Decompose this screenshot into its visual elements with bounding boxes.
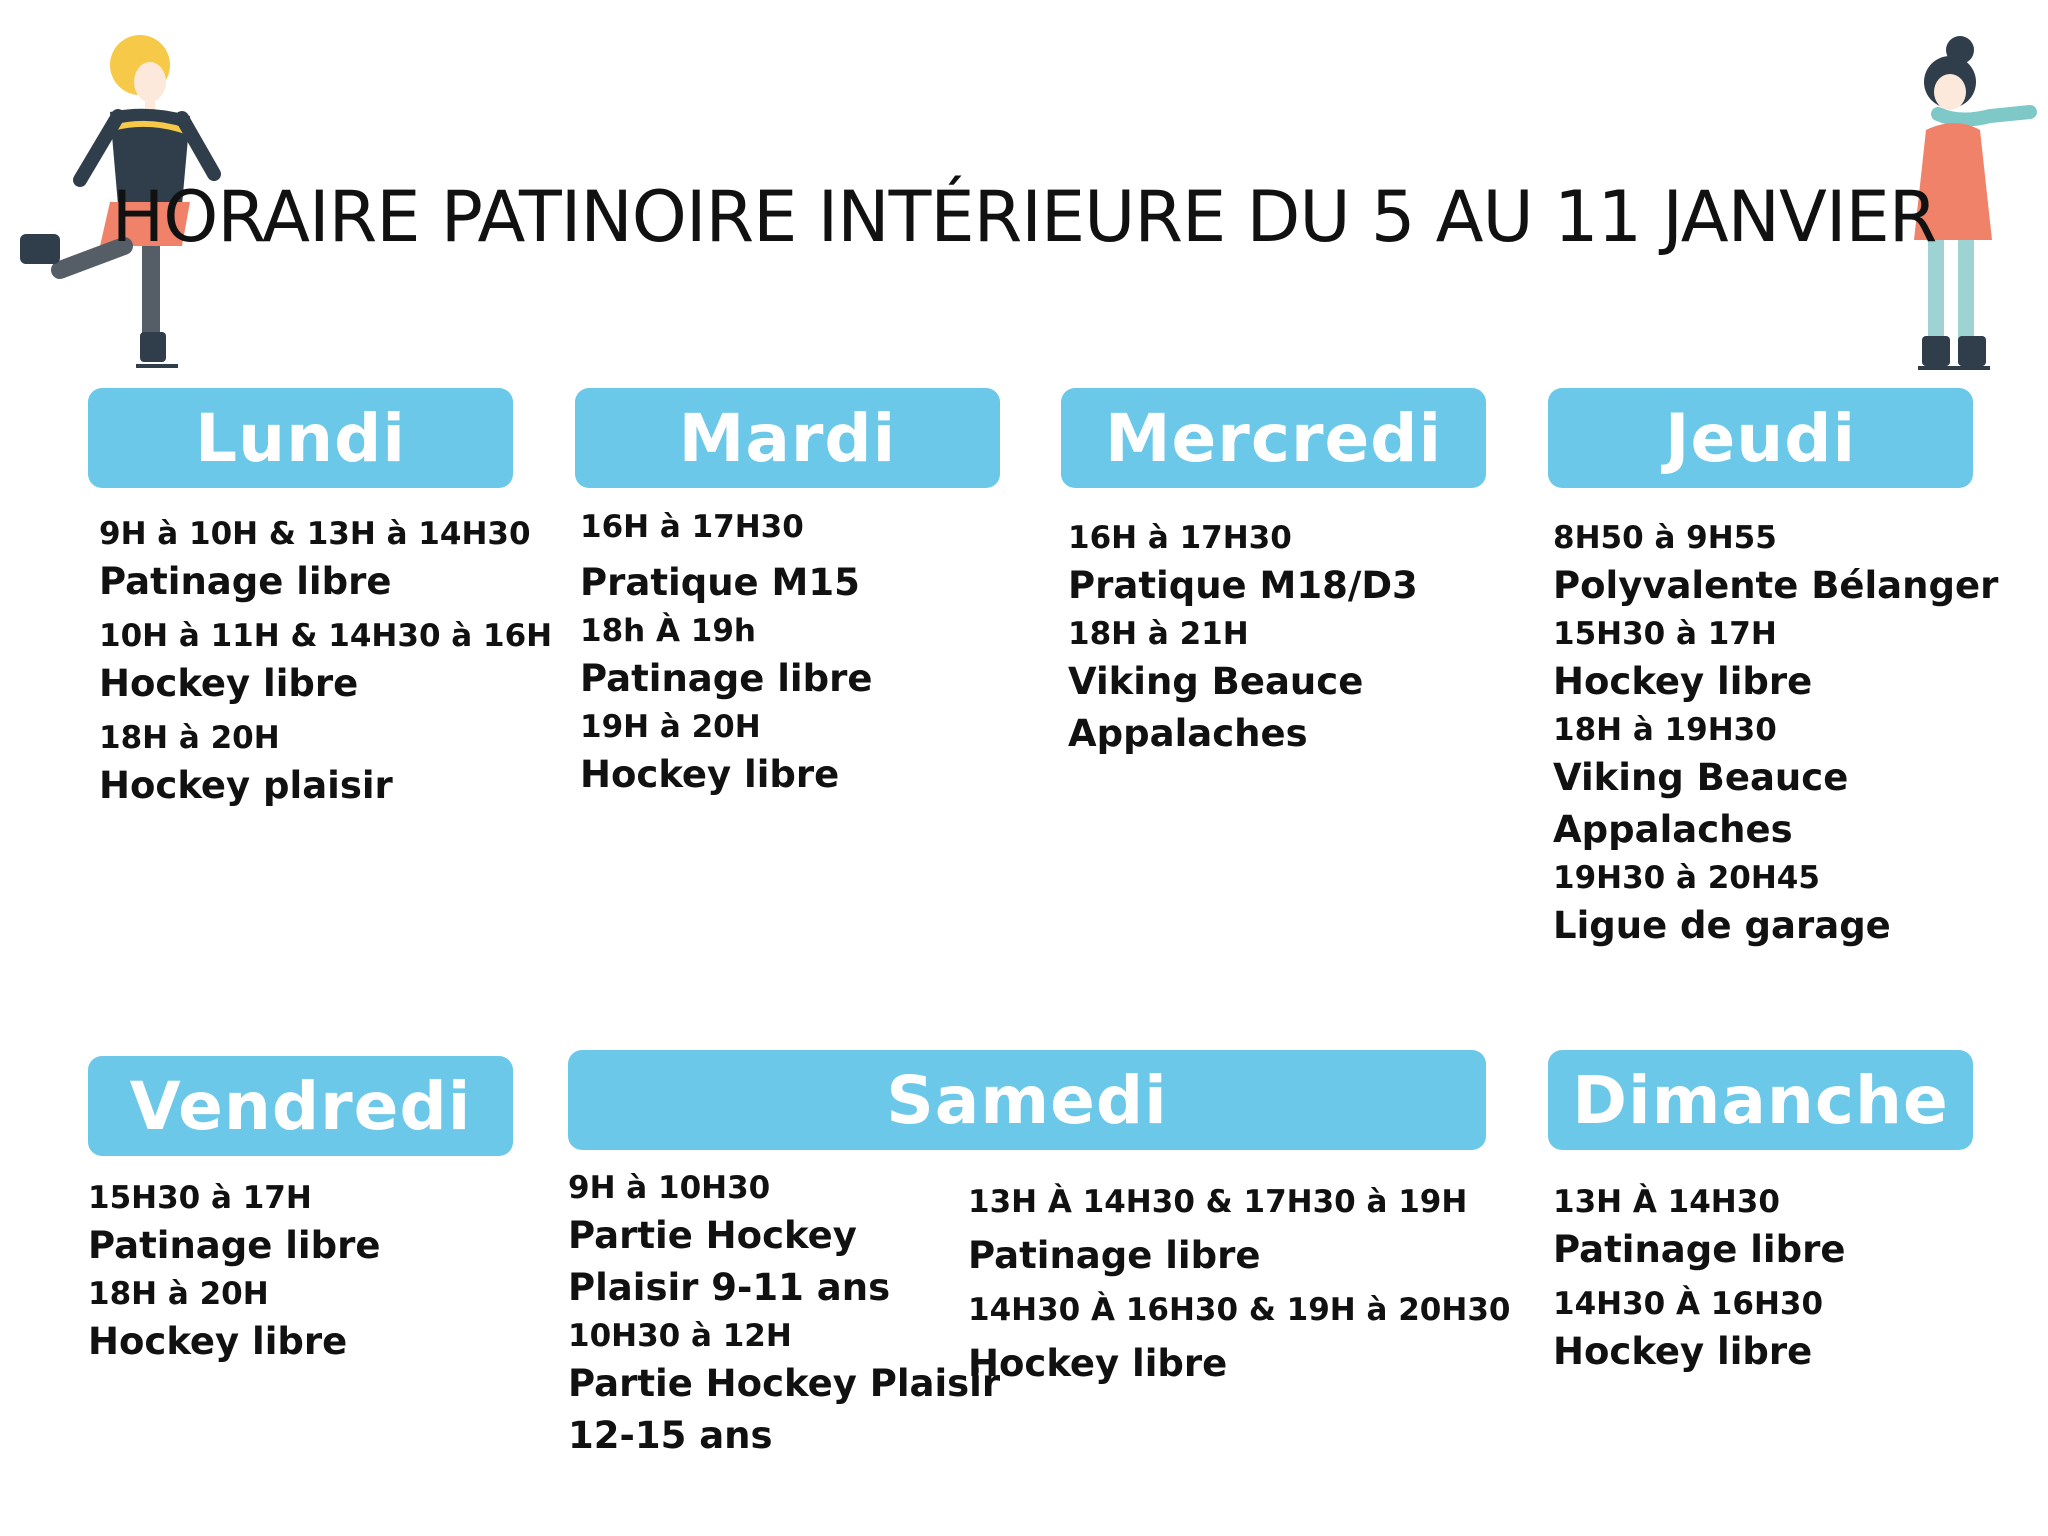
slot-activity: Plaisir 9-11 ans — [568, 1266, 891, 1309]
slot-time: 15H30 à 17H — [88, 1180, 312, 1216]
slot-time: 9H à 10H & 13H à 14H30 — [99, 516, 531, 552]
slot-time: 18h À 19h — [580, 613, 756, 649]
day-header-dimanche: Dimanche — [1548, 1050, 1973, 1150]
slot-activity: Patinage libre — [88, 1224, 381, 1267]
slot-activity: Patinage libre — [968, 1234, 1261, 1277]
slot-time: 18H à 20H — [88, 1276, 269, 1312]
slot-time: 14H30 À 16H30 & 19H à 20H30 — [968, 1292, 1511, 1328]
slot-activity: Hockey libre — [1553, 660, 1813, 703]
day-header-lundi: Lundi — [88, 388, 513, 488]
slot-activity: Pratique M18/D3 — [1068, 564, 1418, 607]
slot-activity: Appalaches — [1553, 808, 1793, 851]
slot-activity: Appalaches — [1068, 712, 1308, 755]
schedule-samedi-right — [968, 1180, 1511, 1390]
slot-time: 10H à 11H & 14H30 à 16H — [99, 618, 553, 654]
slot-activity: Patinage libre — [1553, 1228, 1846, 1271]
slot-time: 16H à 17H30 — [580, 509, 804, 545]
slot-time: 18H à 21H — [1068, 616, 1249, 652]
slot-activity: Patinage libre — [580, 657, 873, 700]
slot-time: 9H à 10H30 — [568, 1170, 771, 1206]
page-title: HORAIRE PATINOIRE INTÉRIEURE DU 5 AU 11 JANVIER — [111, 176, 1937, 258]
schedule-lundi — [99, 512, 559, 812]
slot-activity: Ligue de garage — [1553, 904, 1891, 947]
slot-time: 15H30 à 17H — [1553, 616, 1777, 652]
slot-activity: Pratique M15 — [580, 561, 860, 604]
slot-activity: Partie Hockey Plaisir — [568, 1362, 1001, 1405]
slot-activity: 12-15 ans — [568, 1414, 773, 1457]
slot-activity: Hockey libre — [580, 753, 840, 796]
slot-time: 19H30 à 20H45 — [1553, 860, 1820, 896]
slot-activity: Hockey libre — [88, 1320, 348, 1363]
schedule-jeudi — [1553, 516, 2033, 952]
schedule-mercredi — [1068, 516, 1528, 760]
slot-activity: Polyvalente Bélanger — [1553, 564, 1999, 607]
slot-time: 19H à 20H — [580, 709, 761, 745]
day-header-jeudi: Jeudi — [1548, 388, 1973, 488]
schedule-dimanche — [1553, 1180, 2013, 1378]
schedule-samedi-left — [568, 1166, 1001, 1462]
slot-time: 13H À 14H30 — [1553, 1184, 1780, 1220]
slot-time: 18H à 20H — [99, 720, 280, 756]
slot-time: 8H50 à 9H55 — [1553, 520, 1777, 556]
slot-activity: Viking Beauce — [1553, 756, 1849, 799]
day-header-mercredi: Mercredi — [1061, 388, 1486, 488]
slot-activity: Hockey libre — [968, 1342, 1228, 1385]
slot-activity: Hockey plaisir — [99, 764, 393, 807]
slot-time: 16H à 17H30 — [1068, 520, 1292, 556]
slot-time: 14H30 À 16H30 — [1553, 1286, 1824, 1322]
schedule-vendredi — [88, 1176, 528, 1368]
slot-activity: Hockey libre — [1553, 1330, 1813, 1373]
day-header-vendredi: Vendredi — [88, 1056, 513, 1156]
schedule-mardi — [580, 505, 1040, 801]
slot-activity: Viking Beauce — [1068, 660, 1364, 703]
day-header-samedi: Samedi — [568, 1050, 1486, 1150]
slot-time: 13H À 14H30 & 17H30 à 19H — [968, 1184, 1468, 1220]
slot-activity: Hockey libre — [99, 662, 359, 705]
slot-time: 10H30 à 12H — [568, 1318, 792, 1354]
slot-time: 18H à 19H30 — [1553, 712, 1777, 748]
slot-activity: Partie Hockey — [568, 1214, 857, 1257]
slot-activity: Patinage libre — [99, 560, 392, 603]
day-header-mardi: Mardi — [575, 388, 1000, 488]
